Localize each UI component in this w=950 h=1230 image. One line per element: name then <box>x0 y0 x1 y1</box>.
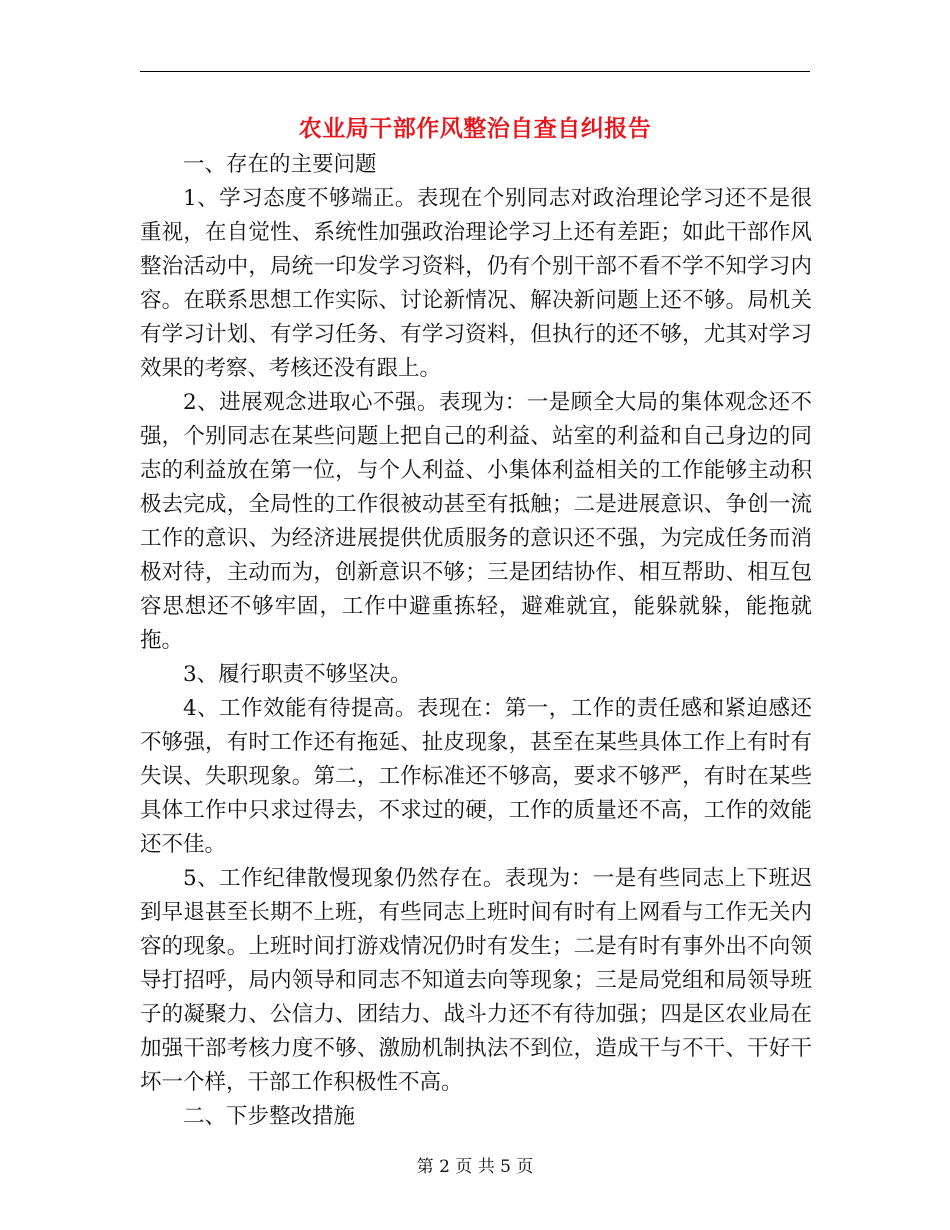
page-number-footer: 第 2 页 共 5 页 <box>416 1157 534 1177</box>
paragraph-work-efficiency: 4、工作效能有待提高。表现在：第一，工作的责任感和紧迫感还不够强，有时工作还有拖延、扯皮现象，甚至在某些具体工作上有时有失误、失职现象。第二，工作标准还不够高，要求不够严，有时在某些具体工作中只求过得去，不求过的硬，工作的质量还不高，工作的效能还不佳。 <box>140 696 812 857</box>
document-body <box>140 148 812 1134</box>
header-rule <box>140 71 810 72</box>
document-title: 农业局干部作风整治自查自纠报告 <box>298 116 652 142</box>
paragraph-duty-performance: 3、履行职责不够坚决。 <box>183 662 412 687</box>
paragraph-development-concept: 2、进展观念进取心不强。表现为：一是顾全大局的集体观念还不强，个别同志在某些问题上把自己的利益、站室的利益和自己身边的同志的利益放在第一位，与个人利益、小集体利益相关的工作能够主动积极去完成，全局性的工作很被动甚至有抵触；二是进展意识、争创一流工作的意识、为经济进展提供优质服务的意识还不强，为完成任务而消极对待，主动而为，创新意识不够；三是团结协作、相互帮助、相互包容思想还不够牢固，工作中避重拣轻，避难就宜，能躲就躲，能拖就拖。 <box>140 390 812 653</box>
paragraph-study-attitude: 1、学习态度不够端正。表现在个别同志对政治理论学习还不是很重视，在自觉性、系统性加强政治理论学习上还有差距；如此干部作风整治活动中，局统一印发学习资料，仍有个别干部不看不学不知学习内容。在联系思想工作实际、讨论新情况、解决新问题上还不够。局机关有学习计划、有学习任务、有学习资料，但执行的还不够，尤其对学习效果的考察、考核还没有跟上。 <box>140 186 812 381</box>
paragraph-work-discipline: 5、工作纪律散慢现象仍然存在。表现为：一是有些同志上下班迟到早退甚至长期不上班，有些同志上班时间有时有上网看与工作无关内容的现象。上班时间打游戏情况仍时有发生；二是有时有事外出不向领导打招呼，局内领导和同志不知道去向等现象；三是局党组和局领导班子的凝聚力、公信力、团结力、战斗力还不有待加强；四是区农业局在加强干部考核力度不够、激励机制执法不到位，造成干与不干、干好干坏一个样，干部工作积极性不高。 <box>140 866 812 1095</box>
section-heading-problems: 一、存在的主要问题 <box>183 152 377 177</box>
section-heading-measures: 二、下步整改措施 <box>183 1104 356 1129</box>
